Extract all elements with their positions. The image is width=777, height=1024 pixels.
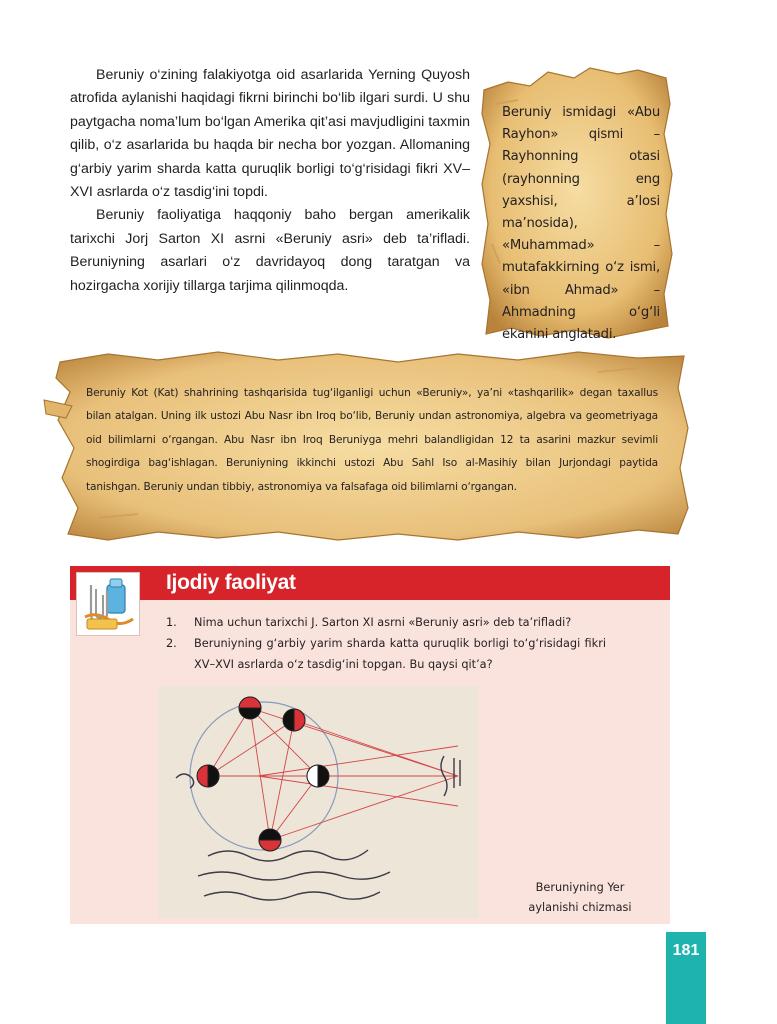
question-text: Beruniyning g‘arbiy yarim sharda katta quruqlik borligi to‘g‘risidagi fikri XV–XVI asrlarda o‘z tasdig‘ini topgan. Bu qaysi qit’a?	[194, 637, 606, 671]
page-number: 181	[672, 942, 700, 959]
intro-text	[70, 64, 470, 298]
question-list	[166, 612, 606, 675]
name-meaning-text: Beruniy ismidagi «Abu Rayhon» qismi – Rayhonning otasi (rayhonning eng yaxshisi, a’losi ma’nosida), «Muhammad» – mutafakkirning o‘z ismi, «ibn Ahmad» – Ahmadning o‘g‘li ekanini anglatadi.	[502, 105, 660, 343]
diagram-caption	[510, 878, 650, 918]
diagram-caption-line-2: aylanishi chizmasi	[528, 901, 632, 914]
activity-title: Ijodiy faoliyat	[166, 571, 296, 594]
biography-text: Beruniy Kot (Kat) shahrining tashqarisida tug‘ilganligi uchun «Beruniy», ya’ni «tashqarilik» degan taxallus bilan atalgan. Uning ilk ustozi Abu Nasr ibn Iroq bo‘lib, Beruniy undan astronomiya, algebra va geometriyaga oid bilimlarni o‘rgangan. Abu Nasr ibn Iroq Beruniyga mehri balandligidan 12 ta asarini mazkur sevimli shogirdiga bag‘ishlagan. Beruniyning ikkinchi ustozi Abu Sahl Iso al-Masihiy bilan Jurjondagi paytida tanishgan. Beruniy undan tibbiy, astronomiya va falsafaga oid bilimlarni o‘rgangan.	[86, 387, 658, 493]
question-item	[166, 633, 606, 675]
earth-rotation-diagram-image	[158, 686, 478, 918]
question-item	[166, 612, 606, 633]
creative-activity-icon	[76, 572, 140, 636]
page-number-tab	[666, 932, 706, 1024]
activity-header-bar	[70, 566, 670, 600]
question-number: 2.	[166, 637, 177, 650]
intro-paragraph-2: Beruniy faoliyatiga haqqoniy baho bergan amerikalik tarixchi Jorj Sarton XI asrni «Beruniy asri» deb ta’rifladi. Beruniyning asarlari o‘z davridayoq dong taratgan va hozirgacha xorijiy tillarga tarjima qilinmoqda.	[70, 207, 470, 294]
diagram-caption-line-1: Beruniyning Yer	[535, 881, 625, 894]
creative-activity-box	[70, 566, 670, 924]
name-meaning-note	[478, 64, 674, 342]
intro-paragraph-1: Beruniy o‘zining falakiyotga oid asarlarida Yerning Quyosh atrofida aylanishi haqidagi fikrni birinchi bo‘lib ilgari surdi. U shu paytgacha noma’lum bo‘lgan Amerika qit’asi mavjudligini taxmin qilib, o‘z asarlarida bu haqda bir necha bor yozgan. Allomaning g‘arbiy yarim sharda katta quruqlik borligi to‘g‘risidagi fikri XV–XVI asrlarda o‘z tasdig‘ini topdi.	[70, 67, 470, 201]
question-text: Nima uchun tarixchi J. Sarton XI asrni «Beruniy asri» deb ta’rifladi?	[194, 616, 572, 629]
question-number: 1.	[166, 616, 177, 629]
biography-note	[38, 348, 692, 544]
